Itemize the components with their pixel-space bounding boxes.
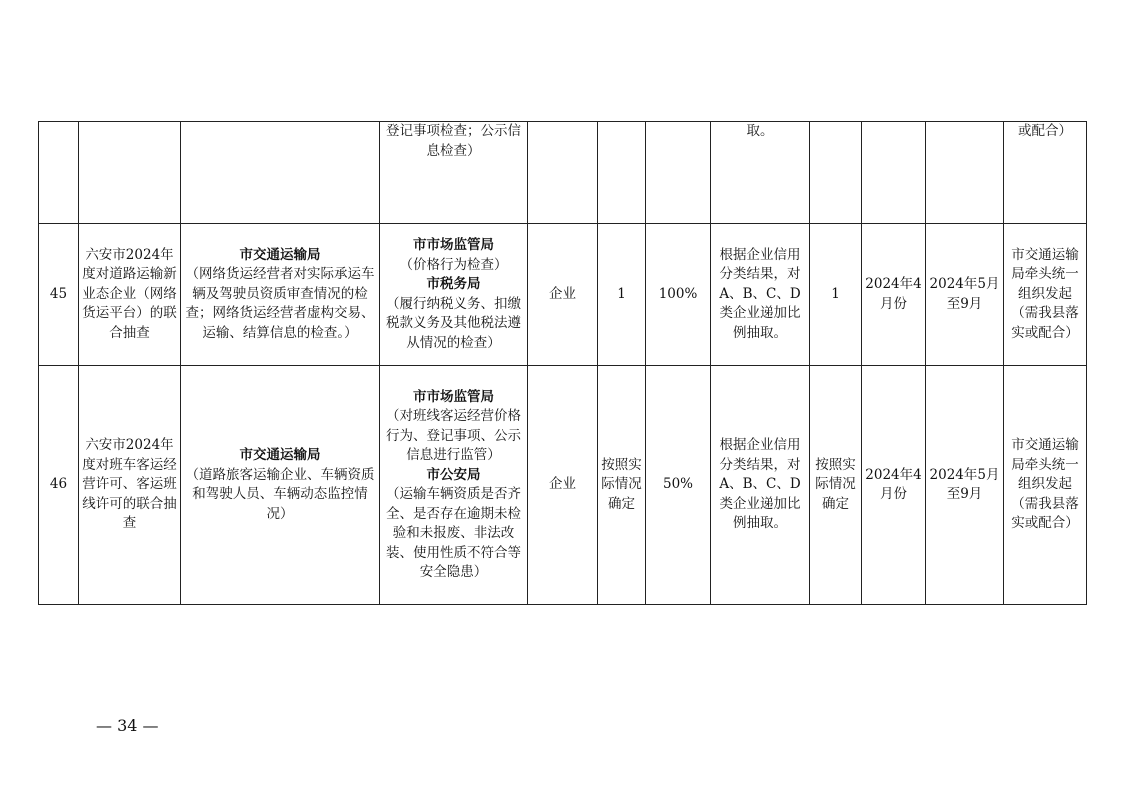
coop-detail: （价格行为检查） — [399, 256, 508, 273]
coop-detail: （运输车辆资质是否齐全、是否存在逾期未检验和未报废、非法改装、使用性质不符合等安全隐患） — [386, 486, 521, 580]
table-row-continued — [39, 122, 1087, 224]
cell-ratio — [646, 122, 711, 224]
table-row-46 — [39, 366, 1087, 605]
cell-coop: 登记事项检查；公示信息检查） — [380, 122, 528, 224]
cell-object — [528, 122, 598, 224]
cell-num: 按照实际情况确定 — [810, 366, 862, 605]
page-number: — 34 — — [96, 716, 159, 735]
coop-dept: 市税务局 — [426, 276, 481, 292]
cell-ratio: 50% — [646, 366, 711, 605]
cell-period: 2024年5月至9月 — [926, 366, 1004, 605]
inspection-table — [38, 121, 1087, 605]
cell-start: 2024年4月份 — [862, 224, 926, 366]
cell-lead — [181, 366, 380, 605]
coop-dept: 市市场监管局 — [413, 388, 494, 405]
cell-name — [79, 122, 181, 224]
cell-period: 2024年5月至9月 — [926, 224, 1004, 366]
coop-dept: 市市场监管局 — [413, 237, 494, 253]
cell-name: 六安市2024年度对班车客运经营许可、客运班线许可的联合抽查 — [79, 366, 181, 605]
cell-count: 按照实际情况确定 — [598, 366, 646, 605]
cell-remark: 或配合） — [1004, 122, 1087, 224]
cell-lead — [181, 224, 380, 366]
cell-coop — [380, 366, 528, 605]
cell-period — [926, 122, 1004, 224]
table-row-45 — [39, 224, 1087, 366]
cell-start — [862, 122, 926, 224]
cell-start: 2024年4月份 — [862, 366, 926, 605]
lead-detail: （道路旅客运输企业、车辆资质和驾驶人员、车辆动态监控情况） — [185, 466, 375, 522]
cell-num: 1 — [810, 224, 862, 366]
cell-method: 根据企业信用分类结果，对A、B、C、D类企业递加比例抽取。 — [711, 224, 810, 366]
cell-remark: 市交通运输局牵头统一组织发起（需我县落实或配合） — [1004, 224, 1087, 366]
cell-count: 1 — [598, 224, 646, 366]
cell-remark: 市交通运输局牵头统一组织发起（需我县落实或配合） — [1004, 366, 1087, 605]
cell-no: 46 — [39, 366, 79, 605]
coop-detail: （对班线客运经营价格行为、登记事项、公示信息进行监管） — [386, 408, 521, 463]
coop-detail: （履行纳税义务、扣缴税款义务及其他税法遵从情况的检查） — [386, 295, 521, 351]
coop-dept: 市公安局 — [426, 466, 481, 483]
cell-no: 45 — [39, 224, 79, 366]
cell-num — [810, 122, 862, 224]
cell-name: 六安市2024年度对道路运输新业态企业（网络货运平台）的联合抽查 — [79, 224, 181, 366]
cell-coop — [380, 224, 528, 366]
cell-count — [598, 122, 646, 224]
cell-no — [39, 122, 79, 224]
cell-object: 企业 — [528, 224, 598, 366]
cell-method: 取。 — [711, 122, 810, 224]
cell-method: 根据企业信用分类结果，对A、B、C、D类企业递加比例抽取。 — [711, 366, 810, 605]
cell-object: 企业 — [528, 366, 598, 605]
lead-dept: 市交通运输局 — [239, 447, 321, 463]
lead-detail: （网络货运经营者对实际承运车辆及驾驶员资质审查情况的检查；网络货运经营者虚构交易、运输、结算信息的检查。） — [185, 266, 375, 341]
lead-dept: 市交通运输局 — [239, 246, 321, 263]
cell-lead — [181, 122, 380, 224]
cell-ratio: 100% — [646, 224, 711, 366]
